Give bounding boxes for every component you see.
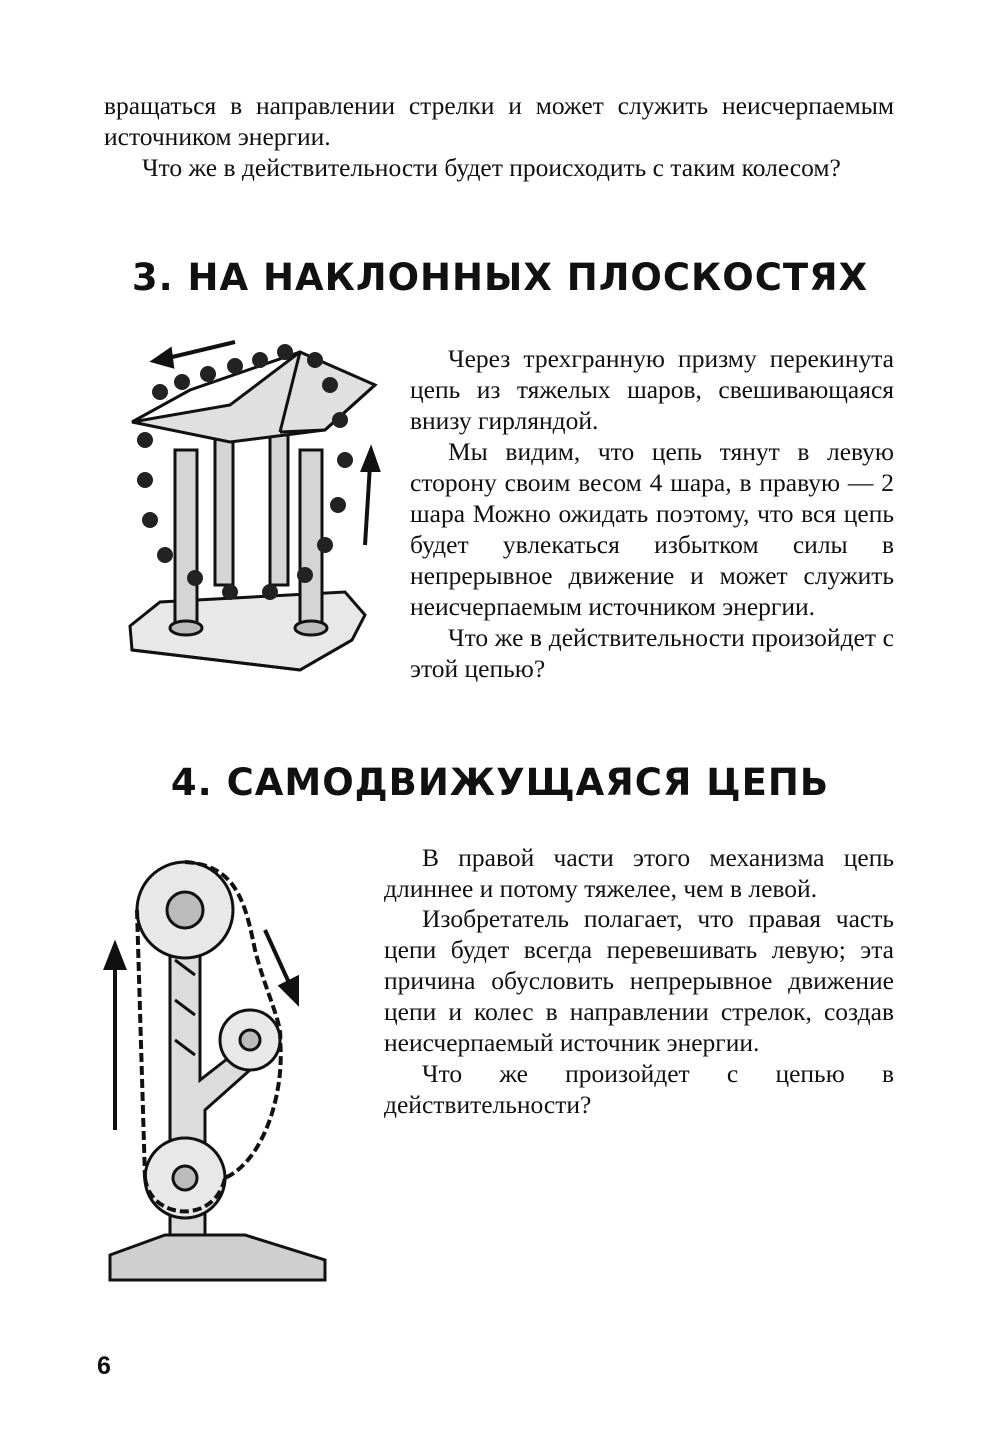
section-3-paragraph-2: Мы видим, что цепь тянут в левую сторону своим весом 4 шара, в правую — 2 шара Можно ожидать поэтому, что вся цепь будет увлекаться избытком силы в непрерывное движение и может служить неисчерпаемым источником энергии.	[410, 437, 894, 621]
section-4-paragraph-3: Что же произойдет с цепью в действительности?	[384, 1059, 894, 1119]
page-number: 6	[97, 1352, 111, 1380]
prism-chain-illustration	[120, 330, 385, 675]
section-4-paragraph-2: Изобретатель полагает, что правая часть цепи будет всегда перевешивать левую; эта причина обусловить непрерывное движение цепи и колес в направлении стрелок, создав неисчерпаемый источник энергии.	[384, 904, 894, 1057]
section-4-title: 4. САМОДВИЖУЩАЯСЯ ЦЕПЬ	[170, 761, 830, 804]
section-3-title: 3. НА НАКЛОННЫХ ПЛОСКОСТЯХ	[131, 256, 869, 299]
section-4-paragraph-1: В правой части этого механизма цепь длиннее и потому тяжелее, чем в левой.	[384, 843, 894, 903]
section-3-paragraph-1: Через трехгранную призму перекинута цепь из тяжелых шаров, свешивающаяся внизу гирляндой.	[410, 344, 894, 435]
section-3-paragraph-3: Что же в действительности произойдет с этой цепью?	[410, 623, 894, 683]
intro-continuation: вращаться в направлении стрелки и может служить неисчерпаемым источником энергии.	[104, 91, 894, 151]
self-moving-chain-illustration	[95, 840, 340, 1300]
intro-question: Что же в действительности будет происходить с таким колесом?	[142, 153, 841, 182]
